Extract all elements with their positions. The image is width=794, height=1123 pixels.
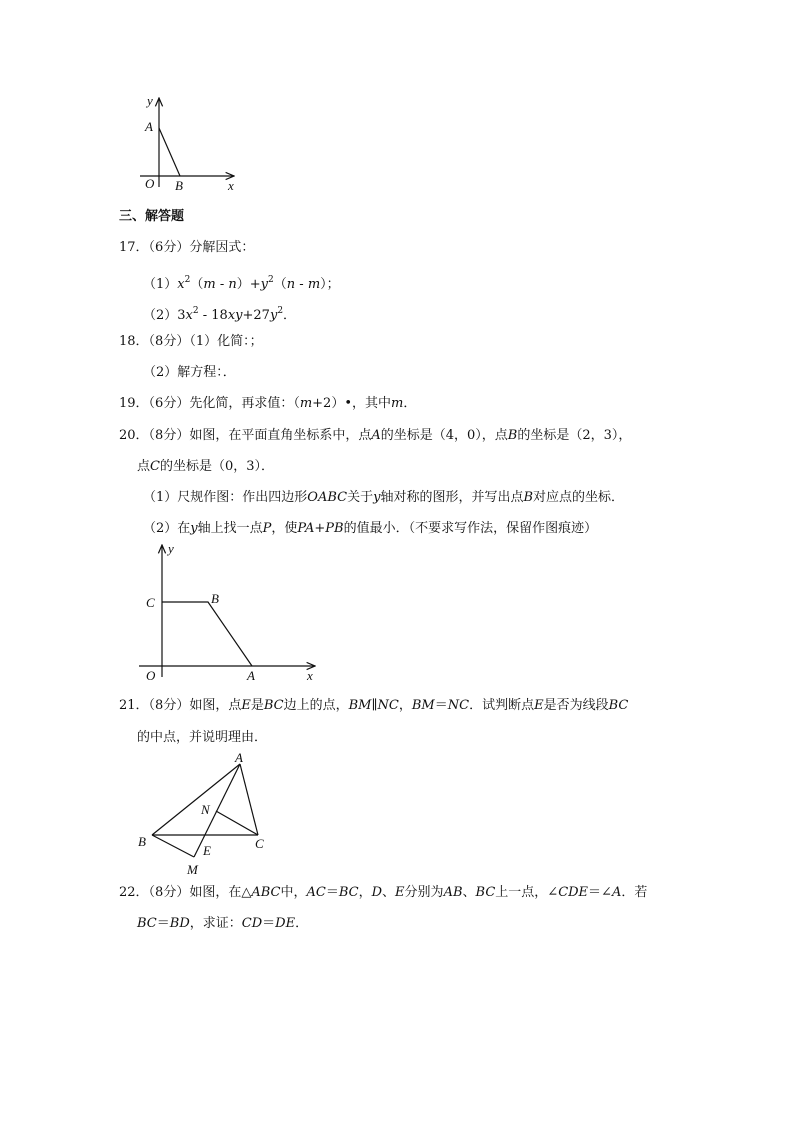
segment-bm [152, 835, 194, 857]
label-n: N [201, 802, 210, 817]
q21-line1: 21．（8分）如图，点E是BC边上的点，BM∥NC，BM＝NC．试判断点E是否为线段BC [119, 698, 629, 713]
label-x: x [307, 668, 313, 683]
quad-oabc [162, 602, 252, 666]
label-e: E [203, 843, 211, 858]
q18-heading: 18．（8分）（1）化简：； [119, 334, 263, 349]
q20-part2: （2）在y轴上找一点P，使PA+PB的值最小．（不要求写作法，保留作图痕迹） [143, 521, 598, 536]
label-a: A [247, 668, 255, 683]
q22-line1: 22．（8分）如图，在△ABC中，AC＝BC，D、E分别为AB、BC上一点，∠CDE＝∠A．若 [119, 885, 648, 900]
q21-figure [130, 750, 280, 880]
label-a: A [145, 119, 153, 134]
segment-ac [240, 764, 258, 835]
q20-line2: 点C的坐标是（0，3）． [137, 459, 275, 474]
q21-line2: 的中点，并说明理由． [137, 730, 268, 745]
segment-ab [152, 764, 240, 835]
label-c: C [255, 836, 264, 851]
section-title: 三、解答题 [119, 209, 185, 224]
q17-part1: $(1)x^2(m - n)+y^2(n - m)$； [143, 275, 340, 292]
label-b: B [175, 178, 183, 193]
label-o: O [145, 176, 155, 191]
q20-figure [135, 542, 325, 682]
segment-ab [159, 128, 180, 176]
q19: 19．（6分）先化简，再求值：（m+2）•，其中m． [119, 396, 417, 411]
q16-figure [134, 92, 244, 192]
q18-part2: （2）解方程：． [143, 365, 236, 380]
label-o: O [146, 668, 156, 683]
q17-heading: 17．（6分）分解因式： [119, 240, 255, 255]
q22-line2: BC＝BD，求证：CD＝DE． [137, 916, 309, 931]
label-a: A [235, 750, 243, 765]
segment-nc [216, 811, 258, 835]
q20-line1: 20．（8分）如图，在平面直角坐标系中，点A的坐标是（4，0），点B的坐标是（2，3）， [119, 428, 632, 443]
label-y: y [147, 93, 153, 108]
label-x: x [228, 178, 234, 193]
q20-part1: （1）尺规作图：作出四边形OABC关于y轴对称的图形，并写出点B对应点的坐标． [143, 490, 625, 505]
label-y: y [168, 541, 174, 556]
label-m: M [187, 862, 198, 877]
label-b: B [211, 591, 219, 606]
label-b: B [138, 834, 146, 849]
label-c: C [146, 595, 155, 610]
q17-part2: $(2)3x^2 - 18xy+27y^2$． [143, 306, 297, 323]
